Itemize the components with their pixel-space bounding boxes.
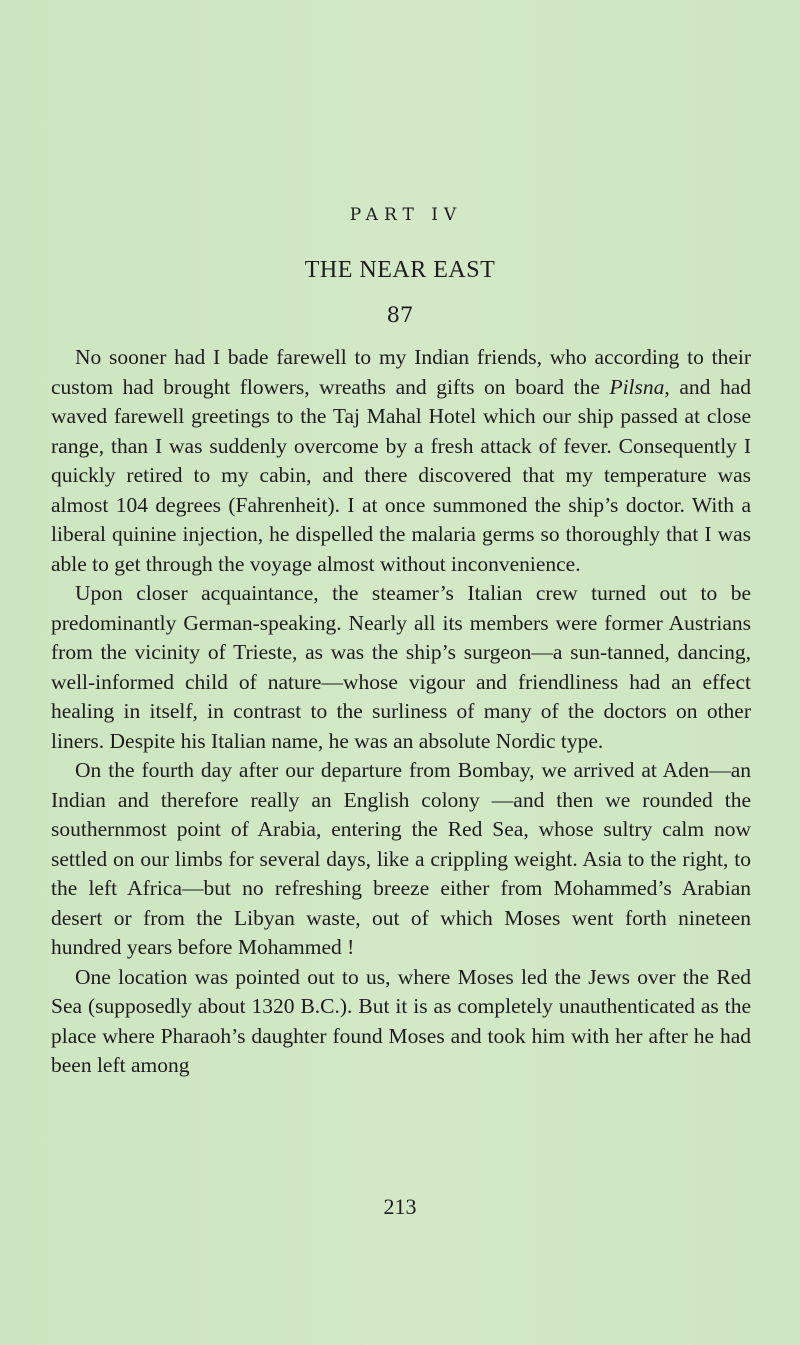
ship-name: Pilsna — [609, 374, 665, 399]
paragraph-1-text-start: No sooner had I bade farewell to my Indian friends, who according to their custom had brought flowers, wreaths and gifts on board the — [51, 345, 751, 399]
body-text — [51, 343, 751, 1081]
paragraph-1 — [51, 343, 751, 579]
paragraph-1-text-end: , and had waved farewell greetings to the Taj Mahal Hotel which our ship passed at close range, than I was suddenly overcome by a fresh attack of fever. Consequently I quickly retired to my cabin, and there discovered that my temperature was almost 104 degrees (Fahrenheit). I at once summoned the ship’s doctor. With a liberal quinine injection, he dispelled the malaria germs so thoroughly that I was able to get through the voyage almost without inconvenience. — [51, 374, 751, 576]
page-number: 213 — [383, 1194, 417, 1219]
paragraph-3: On the fourth day after our departure from Bombay, we arrived at Aden—an Indian and therefore really an English colony —and then we rounded the southernmost point of Arabia, entering the Red Sea, whose sultry calm now settled on our limbs for several days, like a crippling weight. Asia to the right, to the left Africa—but no refreshing breeze either from Mohammed’s Arabian desert or from the Libyan waste, out of which Moses went forth nineteen hundred years before Mohammed ! — [51, 758, 751, 959]
section-number: 87 — [386, 303, 414, 327]
chapter-title: THE NEAR EAST — [304, 257, 496, 283]
paragraph-4: One location was pointed out to us, where Moses led the Jews over the Red Sea (supposedly about 1320 B.C.). But it is as completely unauthenticated as the place where Pharaoh’s daughter found Moses and took him with her after he had been left among — [51, 964, 751, 1077]
paragraph-2: Upon closer acquaintance, the steamer’s Italian crew turned out to be predominantly German-speaking. Nearly all its members were former Austrians from the vicinity of Trieste, as was the ship’s surgeon—a sun-tanned, dancing, well-informed child of nature—whose vigour and friendliness had an effect healing in itself, in contrast to the surliness of many of the doctors on other liners. Despite his Italian name, he was an absolute Nordic type. — [51, 581, 751, 753]
part-heading: PART IV — [349, 205, 463, 225]
